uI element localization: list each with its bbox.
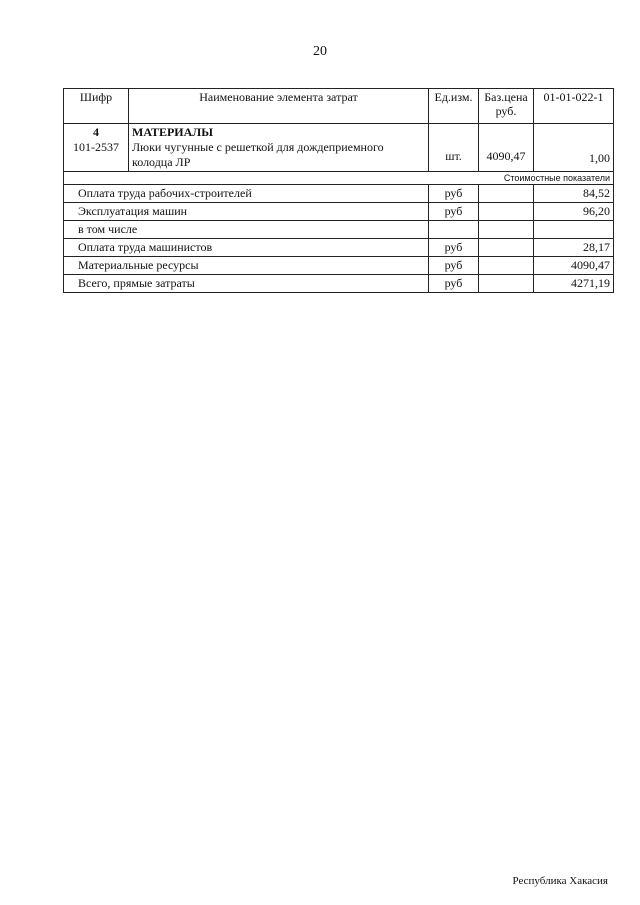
summary-empty: [479, 185, 534, 203]
summary-value: 4271,19: [534, 275, 614, 293]
table-row: [64, 185, 614, 203]
summary-label: Оплата труда рабочих-строителей: [64, 185, 429, 203]
summary-empty: [479, 275, 534, 293]
summary-unit: руб: [429, 257, 479, 275]
material-price: 4090,47: [479, 124, 534, 172]
summary-value: 84,52: [534, 185, 614, 203]
header-price: Баз.цена руб.: [479, 89, 534, 124]
summary-label: Всего, прямые затраты: [64, 275, 429, 293]
material-row: [64, 124, 614, 172]
summary-unit: [429, 221, 479, 239]
header-code: Шифр: [64, 89, 129, 124]
cost-table: [63, 88, 614, 293]
summary-label: Материальные ресурсы: [64, 257, 429, 275]
footer-region: Республика Хакасия: [512, 875, 608, 887]
material-index: 4: [93, 125, 99, 139]
section-caption-row: [64, 172, 614, 185]
material-unit: шт.: [429, 124, 479, 172]
summary-empty: [479, 203, 534, 221]
table-header-row: [64, 89, 614, 124]
material-quantity: 1,00: [534, 124, 614, 172]
table-row: [64, 239, 614, 257]
summary-label: Оплата труда машинистов: [64, 239, 429, 257]
summary-value: 96,20: [534, 203, 614, 221]
summary-value: [534, 221, 614, 239]
summary-unit: руб: [429, 185, 479, 203]
section-caption: Стоимостные показатели: [64, 172, 614, 185]
material-name: Люки чугунные с решеткой для дождеприемного колодца ЛР: [132, 140, 384, 169]
summary-label: Эксплуатация машин: [64, 203, 429, 221]
summary-empty: [479, 257, 534, 275]
header-norm: 01-01-022-1: [534, 89, 614, 124]
summary-value: 28,17: [534, 239, 614, 257]
summary-unit: руб: [429, 239, 479, 257]
table-row: [64, 275, 614, 293]
table-row: [64, 203, 614, 221]
summary-empty: [479, 239, 534, 257]
summary-label: в том числе: [64, 221, 429, 239]
summary-empty: [479, 221, 534, 239]
material-code-cell: [64, 124, 129, 172]
header-unit: Ед.изм.: [429, 89, 479, 124]
material-name-cell: [129, 124, 429, 172]
summary-body: [64, 185, 614, 293]
table-row: [64, 257, 614, 275]
summary-unit: руб: [429, 275, 479, 293]
summary-unit: руб: [429, 203, 479, 221]
summary-value: 4090,47: [534, 257, 614, 275]
page-number: 20: [313, 44, 327, 59]
material-code: 101-2537: [73, 140, 119, 154]
header-name: Наименование элемента затрат: [129, 89, 429, 124]
table-row: [64, 221, 614, 239]
section-title: МАТЕРИАЛЫ: [132, 125, 213, 139]
